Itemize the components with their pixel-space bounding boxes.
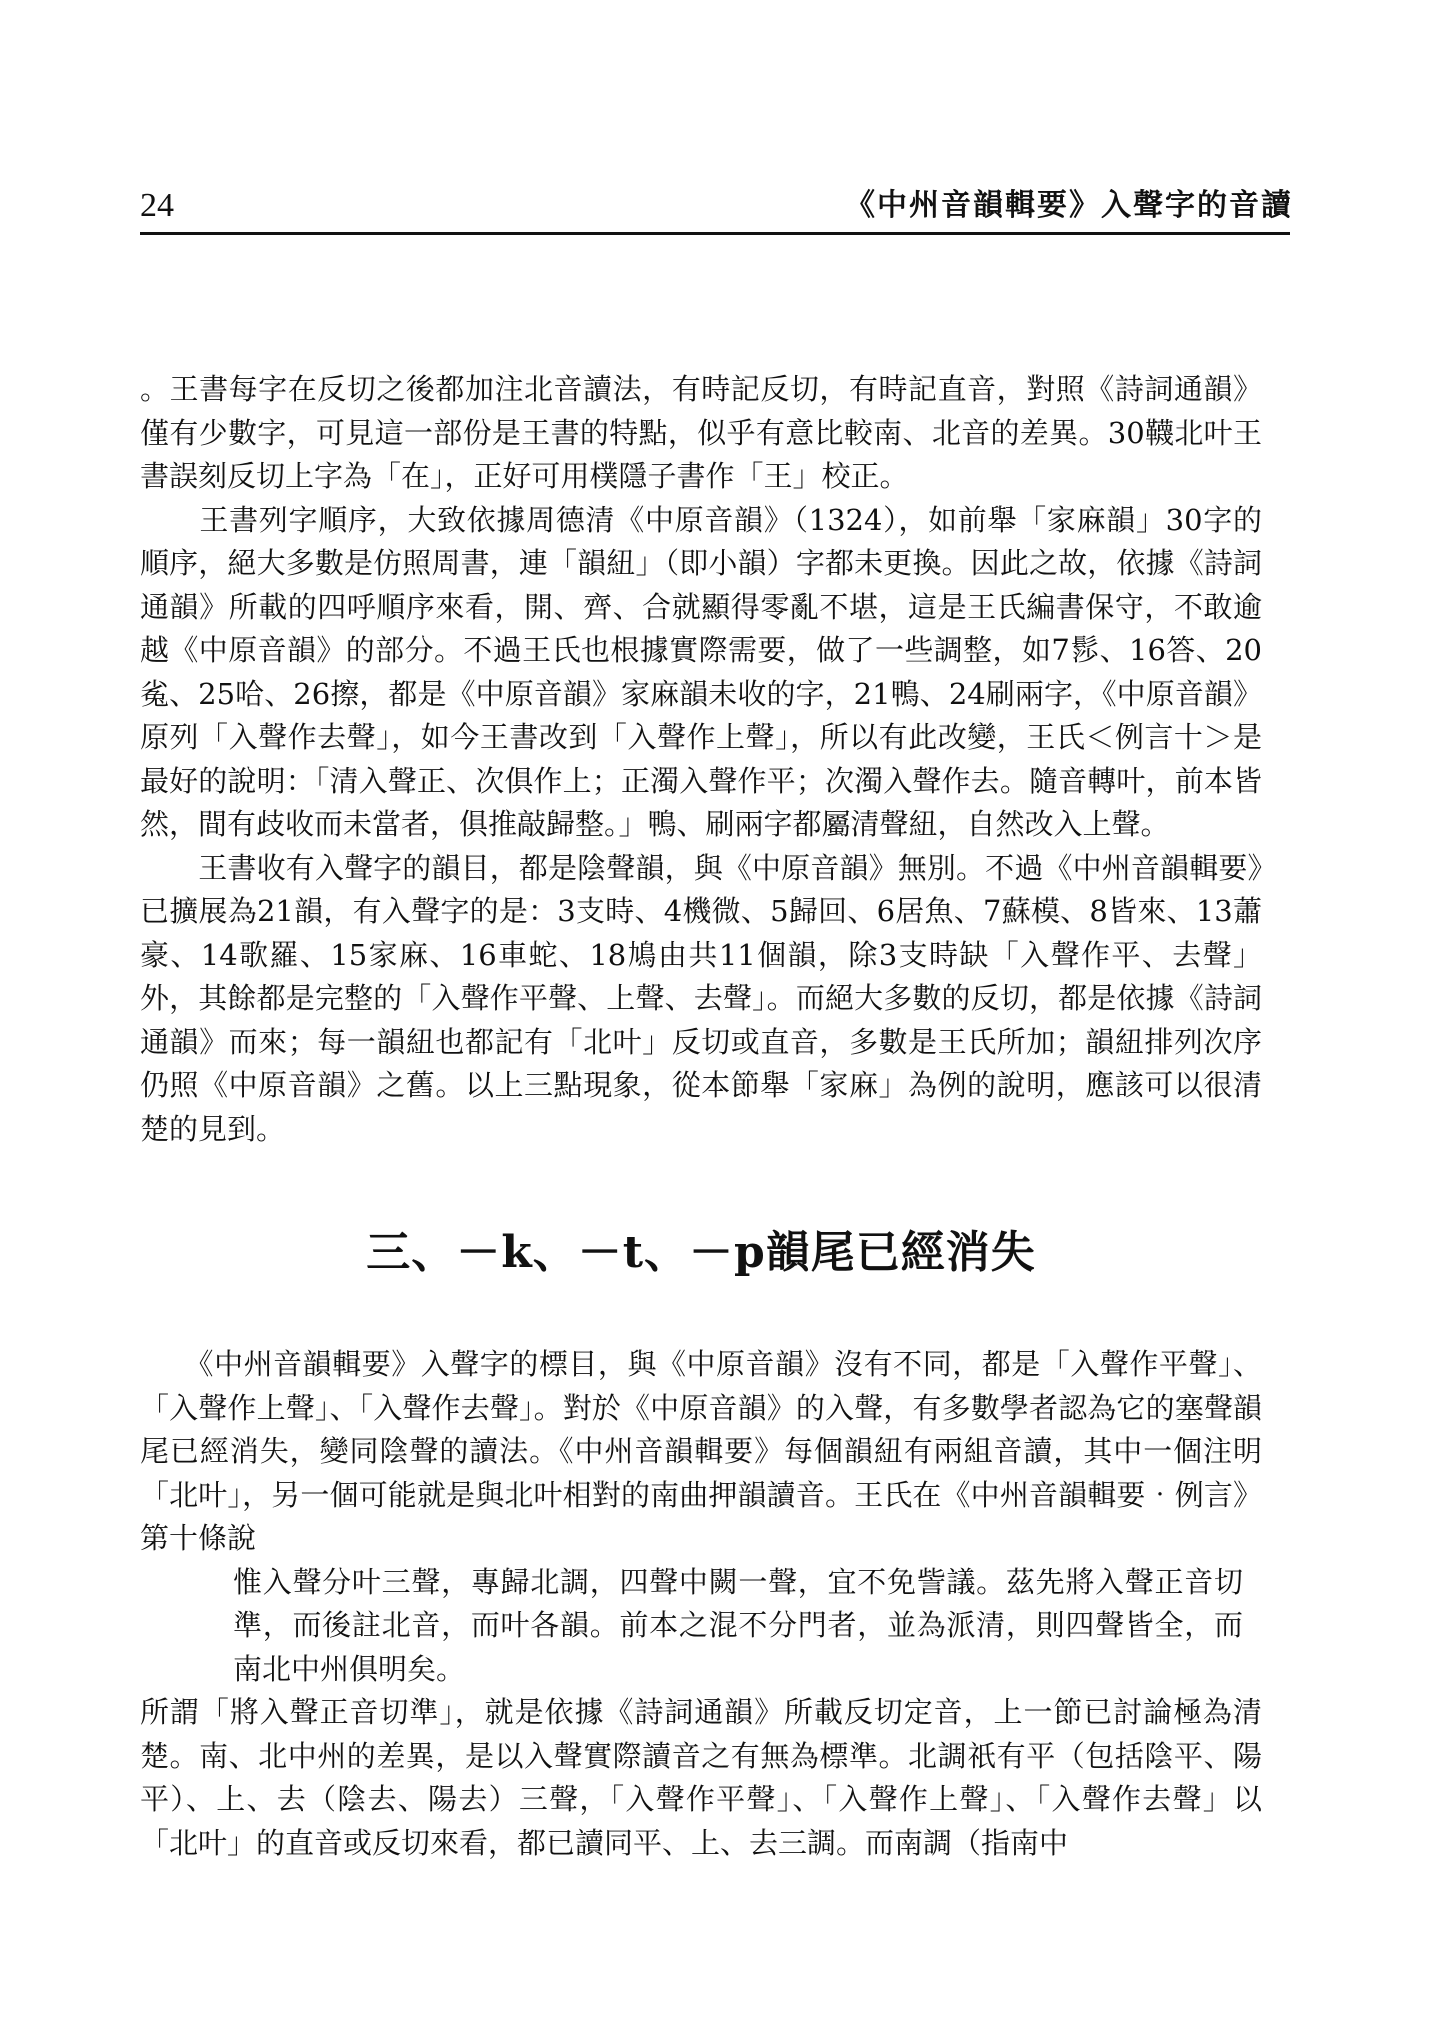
running-title: 《中州音韻輯要》入聲字的音讀 [845, 188, 1293, 223]
body-text [140, 368, 1262, 1865]
page-number: 24 [140, 187, 174, 224]
header-rule [140, 232, 1290, 235]
paragraph-3: 王書收有入聲字的韻目，都是陰聲韻，與《中原音韻》無別。不過《中州音韻輯要》已擴展為21韻，有入聲字的是：3支時、4機微、5歸回、6居魚、7蘇模、8皆來、13蕭豪、14歌羅、15家麻、16車蛇、18鳩由共11個韻，除3支時缺「入聲作平、去聲」外，其餘都是完整的「入聲作平聲、上聲、去聲」。而絕大多數的反切，都是依據《詩詞通韻》而來；每一韻紐也都記有「北叶」反切或直音，多數是王氏所加；韻紐排列次序仍照《中原音韻》之舊。以上三點現象，從本節舉「家麻」為例的說明，應該可以很清楚的見到。 [140, 850, 1262, 1146]
paragraph-1: 。王書每字在反切之後都加注北音讀法，有時記反切，有時記直音，對照《詩詞通韻》僅有少數字，可見這一部份是王書的特點，似乎有意比較南、北音的差異。30韈北叶王書誤刻反切上字為「在」，正好可用樸隱子書作「王」校正。 [140, 372, 1262, 493]
paragraph-2: 王書列字順序，大致依據周德清《中原音韻》（1324），如前舉「家麻韻」30字的順序，絕大多數是仿照周書，連「韻紐」（即小韻）字都未更換。因此之故，依據《詩詞通韻》所載的四呼順序來看，開、齊、合就顯得零亂不堪，這是王氏編書保守，不敢逾越《中原音韻》的部分。不過王氏也根據實際需要，做了一些調整，如7髿、16答、20㝹、25哈、26擦，都是《中原音韻》家麻韻未收的字，21鴨、24刷兩字，《中原音韻》原列「入聲作去聲」，如今王書改到「入聲作上聲」，所以有此改變，王氏＜例言十＞是最好的說明：「清入聲正、次俱作上；正濁入聲作平；次濁入聲作去。隨音轉叶，前本皆然，間有歧收而未當者，俱推敲歸整。」鴨、刷兩字都屬清聲紐，自然改入上聲。 [140, 502, 1262, 841]
section-heading: 三、－k、－t、－p韻尾已經消失 [366, 1227, 1036, 1278]
paragraph-5: 所謂「將入聲正音切準」，就是依據《詩詞通韻》所載反切定音，上一節已討論極為清楚。南、北中州的差異，是以入聲實際讀音之有無為標準。北調祇有平（包括陰平、陽平）、上、去（陰去、陽去）三聲，「入聲作平聲」、「入聲作上聲」、「入聲作去聲」以「北叶」的直音或反切來看，都已讀同平、上、去三調。而南調（指南中 [140, 1695, 1262, 1860]
block-quote: 惟入聲分叶三聲，專歸北調，四聲中闕一聲，宜不免訾議。茲先將入聲正音切準，而後註北音，而叶各韻。前本之混不分門者，並為派清，則四聲皆全，而南北中州俱明矣。 [233, 1564, 1243, 1686]
paragraph-4: 《中州音韻輯要》入聲字的標目，與《中原音韻》沒有不同，都是「入聲作平聲」、「入聲作上聲」、「入聲作去聲」。對於《中原音韻》的入聲，有多數學者認為它的塞聲韻尾已經消失，變同陰聲的讀法。《中州音韻輯要》每個韻紐有兩組音讀，其中一個注明「北叶」，另一個可能就是與北叶相對的南曲押韻讀音。王氏在《中州音韻輯要‧例言》第十條說 [140, 1347, 1262, 1555]
